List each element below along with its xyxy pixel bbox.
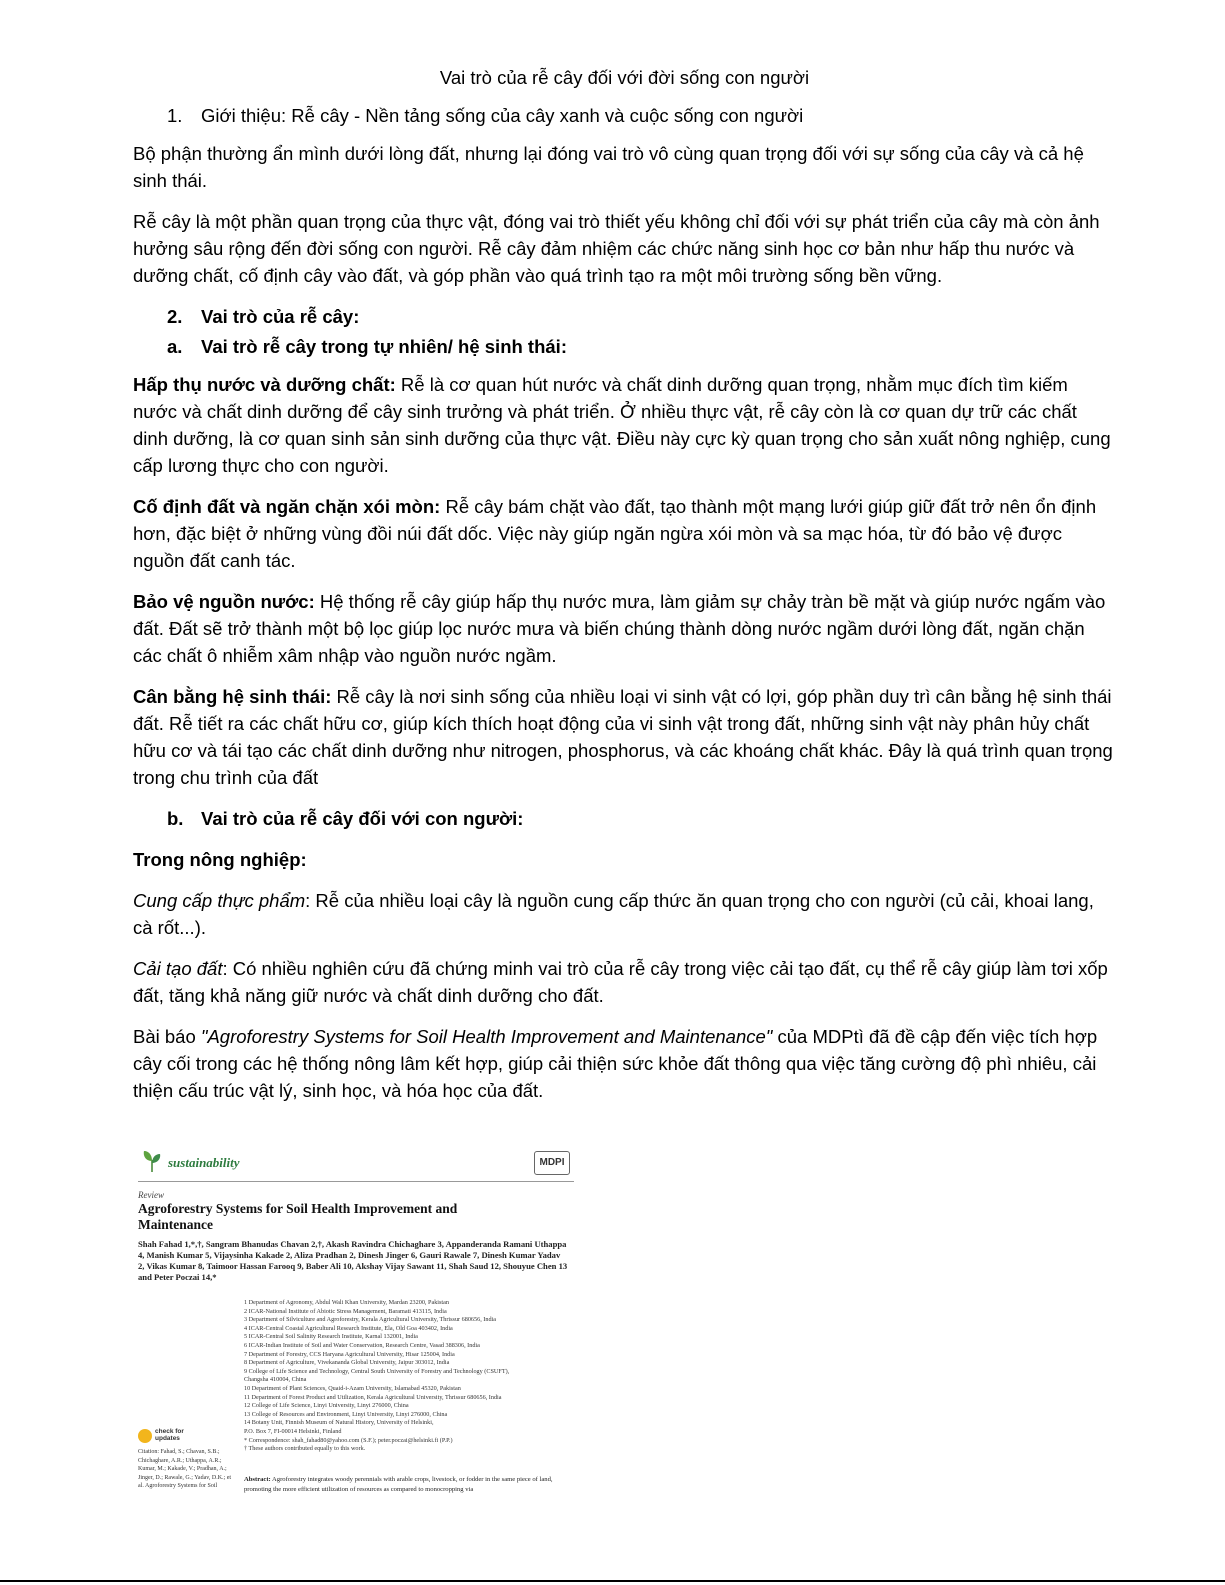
article-citation: Citation: Fahad, S.; Chavan, S.B.; Chichaghare, A.R.; Uthappa, A.R.; Kumar, M.; Kakade, V.; Pradhan, A.; Jinger, D.; Rawale, G.; Yadav, D.K.; et al. Agroforestry Systems for Soil — [138, 1449, 232, 1489]
affiliation-line: 4 ICAR-Central Coastal Agricultural Research Institute, Ela, Old Goa 403402, India — [244, 1324, 453, 1332]
affiliation-line: 14 Botany Unit, Finnish Museum of Natural History, University of Helsinki, — [244, 1419, 434, 1427]
leaf-logo-icon — [142, 1149, 162, 1173]
paragraph-body: Hệ thống rễ cây giúp hấp thụ nước mưa, làm giảm sự chảy tràn bề mặt và giúp nước ngấm vào đất. Đất sẽ trở thành một bộ lọc giúp lọc nước mưa và biến chúng thành dòng nước ngầm dưới lòng đất, ngăn chặn các chất ô nhiễm xâm nhập vào nguồn nước ngầm. — [133, 591, 1106, 666]
article-title: Agroforestry Systems for Soil Health Improvement and Maintenance — [138, 1201, 458, 1232]
paragraph-body: : Rễ của nhiều loại cây là nguồn cung cấp thức ăn quan trọng cho con người (củ cải, khoai lang, cà rốt...). — [133, 890, 1094, 938]
affiliation-line: 10 Department of Plant Sciences, Quaid-i-Azam University, Islamabad 45320, Pakistan — [244, 1384, 461, 1392]
paragraph — [133, 493, 1116, 574]
paragraph: Bộ phận thường ẩn mình dưới lòng đất, nhưng lại đóng vai trò vô cùng quan trọng đối với sự sống của cây và cả hệ sinh thái. — [133, 143, 1084, 191]
affiliation-line: 2 ICAR-National Institute of Abiotic Stress Management, Baramati 413115, India — [244, 1307, 447, 1315]
article-screenshot-image — [136, 1143, 580, 1509]
section-heading: Vai trò rễ cây trong tự nhiên/ hệ sinh thái: — [201, 336, 567, 357]
paragraph-body: Rễ cây bám chặt vào đất, tạo thành một mạng lưới giúp giữ đất trở nên ổn định hơn, đặc biệt ở những vùng đồi núi đất dốc. Việc này giúp ngăn ngừa xói mòn và sa mạc hóa, từ đó bảo vệ được nguồn đất canh tác. — [133, 496, 1097, 571]
check-updates-icon — [138, 1429, 152, 1443]
affiliation-line: 6 ICAR-Indian Institute of Soil and Water Conservation, Research Centre, Vasad 388306, India — [244, 1341, 480, 1349]
paragraph — [133, 683, 1116, 791]
section-heading: Giới thiệu: Rễ cây - Nền tảng sống của cây xanh và cuộc sống con người — [201, 105, 804, 126]
subheading — [133, 846, 1116, 873]
document-body — [133, 64, 1116, 1118]
affiliation-line: 1 Department of Agronomy, Abdul Wali Khan University, Mardan 23200, Pakistan — [244, 1299, 449, 1306]
list-item-section-2b — [133, 805, 1116, 832]
affiliation-line: 3 Department of Silviculture and Agroforestry, Kerala Agricultural University, Thrissur 680656, India — [244, 1316, 497, 1324]
affiliation-line: 5 ICAR-Central Soil Salinity Research Institute, Karnal 132001, India — [244, 1333, 418, 1341]
affiliation-line: P.O. Box 7, FI-00014 Helsinki, Finland — [244, 1427, 342, 1435]
document-title: Vai trò của rễ cây đối với đời sống con người — [439, 67, 810, 88]
affiliation-line: 11 Department of Forest Product and Utilization, Kerala Agricultural University, Thrissur 680656, India — [244, 1393, 502, 1401]
list-item-section-2a — [133, 333, 1116, 360]
article-title-italic: "Agroforestry Systems for Soil Health Improvement and Maintenance" — [200, 1026, 773, 1047]
section-heading: Vai trò của rễ cây: — [201, 306, 360, 327]
list-item-section-1 — [133, 102, 1116, 129]
list-letter: b. — [167, 808, 184, 829]
paragraph: Rễ cây là một phần quan trọng của thực vật, đóng vai trò thiết yếu không chỉ đối với sự phát triển của cây mà còn ảnh hưởng sâu rộng đến đời sống con người. Rễ cây đảm nhiệm các chức năng sinh học cơ bản như hấp thu nước và dưỡng chất, cố định cây vào đất, và góp phần vào quá trình tạo ra một môi trường sống bền vững. — [133, 211, 1100, 286]
list-number: 1. — [167, 105, 183, 126]
paragraph-pre: Bài báo — [133, 1026, 201, 1047]
article-affiliations — [244, 1299, 574, 1454]
abstract-label: Abstract: — [244, 1476, 271, 1483]
paragraph — [133, 955, 1116, 1009]
paragraph — [133, 1023, 1116, 1104]
subheading-text: Trong nông nghiệp: — [133, 849, 307, 870]
check-updates-label: check for updates — [155, 1428, 184, 1442]
paragraph-lead: Bảo vệ nguồn nước: — [133, 591, 315, 612]
paragraph-lead: Cố định đất và ngăn chặn xói mòn: — [133, 496, 441, 517]
list-letter: a. — [167, 336, 183, 357]
paragraph — [133, 588, 1116, 669]
abstract-text: Agroforestry integrates woody perennials with arable crops, livestock, or fodder in the same piece of land, promoting the more efficient utilization of resources as compared to monocropping via — [244, 1476, 553, 1493]
affiliation-line: 12 College of Life Science, Linyi University, Linyi 276000, China — [244, 1402, 409, 1410]
paragraph — [133, 887, 1116, 941]
article-type: Review — [138, 1190, 164, 1200]
affiliation-line: † These authors contributed equally to this work. — [244, 1445, 366, 1453]
journal-name: sustainability — [168, 1155, 240, 1170]
affiliation-line: 7 Department of Forestry, CCS Haryana Agricultural University, Hisar 125004, India — [244, 1350, 455, 1358]
paragraph-lead: Hấp thụ nước và dưỡng chất: — [133, 374, 396, 395]
affiliation-line: * Correspondence: shah_fahad80@yahoo.com (S.F.); peter.poczai@helsinki.fi (P.P.) — [244, 1436, 453, 1444]
paragraph-body: : Có nhiều nghiên cứu đã chứng minh vai trò của rễ cây trong việc cải tạo đất, cụ thể rễ cây giúp làm tơi xốp đất, tăng khả năng giữ nước và chất dinh dưỡng cho đất. — [133, 958, 1108, 1006]
paragraph-lead: Cung cấp thực phẩm — [133, 890, 306, 911]
article-authors: Shah Fahad 1,*,†, Sangram Bhanudas Chavan 2,†, Akash Ravindra Chichaghare 3, Appanderanda Ramani Uthappa 4, Manish Kumar 5, Vijaysinha Kakade 2, Aliza Pradhan 2, Dinesh Jinger 6, Gauri Rawale 7, Dinesh Kumar Yadav 2, Vikas Kumar 8, Taimoor Hassan Farooq 9, Baber Ali 10, Akshay Vijay Sawant 11, Shah Saud 12, Shouyue Chen 13 and Peter Poczai 14,* — [138, 1239, 568, 1282]
paragraph-lead: Cân bằng hệ sinh thái: — [133, 686, 332, 707]
paragraph-body: Rễ cây là nơi sinh sống của nhiều loại vi sinh vật có lợi, góp phần duy trì cân bằng hệ sinh thái đất. Rễ tiết ra các chất hữu cơ, giúp kích thích hoạt động của vi sinh vật trong đất, những sinh vật này phân hủy chất hữu cơ và tái tạo các chất dinh dưỡng như nitrogen, phosphorus, và các khoáng chất khác. Đây là quá trình quan trọng trong chu trình của đất — [133, 686, 1113, 788]
paragraph-lead: Cải tạo đất — [133, 958, 223, 979]
paragraph-body: Rễ là cơ quan hút nước và chất dinh dưỡng quan trọng, nhằm mục đích tìm kiếm nước và chất dinh dưỡng để cây sinh trưởng và phát triển. Ở nhiều thực vật, rễ cây còn là cơ quan dự trữ các chất dinh dưỡng, là cơ quan sinh sản sinh dưỡng của thực vật. Điều này cực kỳ quan trọng cho sản xuất nông nghiệp, cung cấp lương thực cho con người. — [133, 374, 1111, 476]
affiliation-line: 9 College of Life Science and Technology, Central South University of Forestry and Technology (CSUFT), — [244, 1367, 510, 1375]
paragraph-body: của MDPtì đã đề cập đến việc tích hợp cây cối trong các hệ thống nông lâm kết hợp, giúp cải thiện sức khỏe đất thông qua việc tăng cường độ phì nhiêu, cải thiện cấu trúc vật lý, sinh học, và hóa học của đất. — [133, 1026, 1098, 1101]
list-number: 2. — [167, 306, 183, 327]
affiliation-line: Changsha 410004, China — [244, 1376, 307, 1384]
paragraph — [133, 371, 1116, 479]
affiliation-line: 8 Department of Agriculture, Vivekananda Global University, Jaipur 303012, India — [244, 1359, 450, 1367]
article-abstract — [244, 1475, 580, 1494]
article-header — [138, 1147, 576, 1179]
list-item-section-2 — [133, 303, 1116, 330]
divider — [138, 1181, 574, 1182]
publisher-logo: MDPI — [534, 1151, 570, 1175]
section-heading: Vai trò của rễ cây đối với con người: — [201, 808, 524, 829]
affiliation-line: 13 College of Resources and Environment, Linyi University, Linyi 276000, China — [244, 1410, 448, 1418]
page-bottom-border — [0, 1580, 1225, 1582]
